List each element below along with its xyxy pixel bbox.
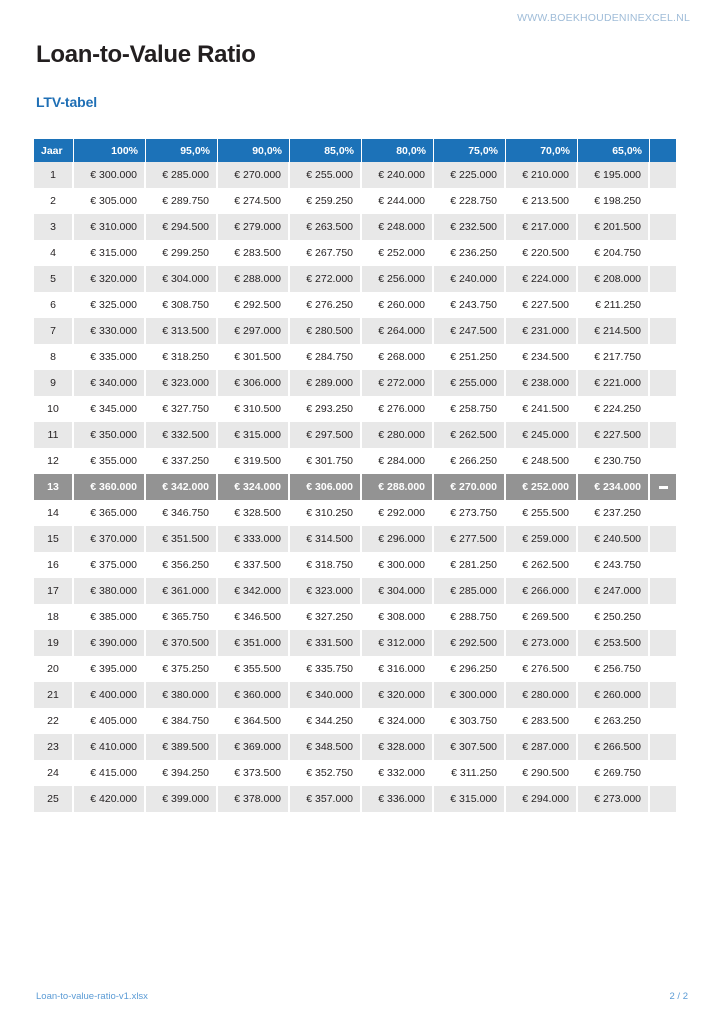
cell-value: € 300.000 [74,162,146,188]
cell-value: € 378.000 [218,786,290,812]
cell-marker [650,734,676,760]
cell-year: 4 [34,240,74,266]
cell-value: € 283.500 [218,240,290,266]
table-row[interactable] [34,526,676,552]
site-url-label: WWW.BOEKHOUDENINEXCEL.NL [517,12,690,24]
cell-value: € 232.500 [434,214,506,240]
cell-value: € 248.000 [362,214,434,240]
table-row[interactable] [34,344,676,370]
cell-value: € 241.500 [506,396,578,422]
cell-value: € 198.250 [578,188,650,214]
cell-value: € 323.000 [146,370,218,396]
cell-value: € 345.000 [74,396,146,422]
cell-year: 16 [34,552,74,578]
cell-value: € 240.000 [362,162,434,188]
cell-value: € 258.750 [434,396,506,422]
cell-value: € 303.750 [434,708,506,734]
cell-value: € 290.500 [506,760,578,786]
table-row[interactable] [34,214,676,240]
cell-value: € 248.500 [506,448,578,474]
cell-value: € 280.000 [506,682,578,708]
cell-value: € 325.000 [74,292,146,318]
cell-value: € 320.000 [74,266,146,292]
cell-value: € 320.000 [362,682,434,708]
cell-value: € 255.000 [290,162,362,188]
cell-value: € 304.000 [362,578,434,604]
cell-value: € 288.000 [218,266,290,292]
cell-year: 7 [34,318,74,344]
cell-value: € 293.250 [290,396,362,422]
cell-value: € 220.500 [506,240,578,266]
column-header-year[interactable]: Jaar [34,139,74,162]
cell-year: 17 [34,578,74,604]
cell-value: € 336.000 [362,786,434,812]
cell-value: € 328.000 [362,734,434,760]
cell-value: € 415.000 [74,760,146,786]
table-row[interactable] [34,604,676,630]
cell-marker [650,760,676,786]
cell-value: € 289.000 [290,370,362,396]
table-row[interactable] [34,734,676,760]
ltv-table [34,139,676,812]
cell-value: € 252.000 [506,474,578,500]
cell-value: € 357.000 [290,786,362,812]
cell-value: € 335.000 [74,344,146,370]
cell-value: € 273.000 [506,630,578,656]
column-header-ltv-1[interactable]: 100% [74,139,146,162]
cell-value: € 268.000 [362,344,434,370]
cell-value: € 280.500 [290,318,362,344]
cell-value: € 364.500 [218,708,290,734]
footer-filename: Loan-to-value-ratio-v1.xlsx [36,991,148,1002]
table-row[interactable] [34,656,676,682]
cell-value: € 274.500 [218,188,290,214]
cell-value: € 260.000 [578,682,650,708]
cell-value: € 324.000 [362,708,434,734]
cell-value: € 342.000 [218,578,290,604]
cell-value: € 230.750 [578,448,650,474]
cell-value: € 348.500 [290,734,362,760]
cell-marker [650,422,676,448]
cell-value: € 269.500 [506,604,578,630]
cell-value: € 327.750 [146,396,218,422]
cell-value: € 292.500 [218,292,290,318]
table-row[interactable] [34,292,676,318]
cell-value: € 385.000 [74,604,146,630]
cell-marker [650,682,676,708]
cell-value: € 201.500 [578,214,650,240]
left-arrow-marker-icon [659,486,668,489]
cell-value: € 211.250 [578,292,650,318]
cell-marker [650,162,676,188]
cell-value: € 330.000 [74,318,146,344]
cell-value: € 365.750 [146,604,218,630]
cell-value: € 270.000 [434,474,506,500]
cell-value: € 327.250 [290,604,362,630]
cell-marker [650,266,676,292]
cell-value: € 308.000 [362,604,434,630]
cell-value: € 380.000 [146,682,218,708]
cell-year: 15 [34,526,74,552]
cell-value: € 360.000 [74,474,146,500]
cell-value: € 351.000 [218,630,290,656]
column-header-ltv-4[interactable]: 85,0% [290,139,362,162]
cell-value: € 369.000 [218,734,290,760]
cell-value: € 346.750 [146,500,218,526]
cell-value: € 375.000 [74,552,146,578]
cell-value: € 281.250 [434,552,506,578]
cell-year: 5 [34,266,74,292]
table-row[interactable] [34,760,676,786]
table-header-row [34,139,676,162]
cell-value: € 305.000 [74,188,146,214]
cell-value: € 373.500 [218,760,290,786]
cell-value: € 287.000 [506,734,578,760]
table-row[interactable] [34,266,676,292]
cell-value: € 238.000 [506,370,578,396]
cell-value: € 237.250 [578,500,650,526]
cell-value: € 234.500 [506,344,578,370]
cell-value: € 276.000 [362,396,434,422]
cell-value: € 342.000 [146,474,218,500]
cell-marker [650,448,676,474]
cell-marker [650,630,676,656]
cell-year: 2 [34,188,74,214]
cell-value: € 288.750 [434,604,506,630]
cell-value: € 276.250 [290,292,362,318]
cell-value: € 355.500 [218,656,290,682]
cell-value: € 289.750 [146,188,218,214]
cell-value: € 420.000 [74,786,146,812]
cell-value: € 247.000 [578,578,650,604]
cell-value: € 350.000 [74,422,146,448]
cell-value: € 380.000 [74,578,146,604]
cell-value: € 400.000 [74,682,146,708]
cell-value: € 247.500 [434,318,506,344]
cell-value: € 355.000 [74,448,146,474]
cell-value: € 297.000 [218,318,290,344]
table-row[interactable] [34,552,676,578]
table-row[interactable] [34,630,676,656]
column-header-ltv-5[interactable]: 80,0% [362,139,434,162]
cell-value: € 279.000 [218,214,290,240]
cell-value: € 272.000 [362,370,434,396]
cell-value: € 352.750 [290,760,362,786]
cell-value: € 310.500 [218,396,290,422]
cell-value: € 311.250 [434,760,506,786]
cell-value: € 243.750 [578,552,650,578]
column-header-ltv-6[interactable]: 75,0% [434,139,506,162]
cell-value: € 307.500 [434,734,506,760]
cell-value: € 243.750 [434,292,506,318]
cell-value: € 269.750 [578,760,650,786]
cell-value: € 316.000 [362,656,434,682]
cell-value: € 285.000 [146,162,218,188]
cell-value: € 344.250 [290,708,362,734]
cell-value: € 312.000 [362,630,434,656]
cell-value: € 356.250 [146,552,218,578]
cell-value: € 266.500 [578,734,650,760]
ltv-table-body [34,162,676,812]
cell-marker [650,396,676,422]
cell-value: € 337.250 [146,448,218,474]
cell-value: € 331.500 [290,630,362,656]
cell-value: € 225.000 [434,162,506,188]
cell-value: € 288.000 [362,474,434,500]
column-header-ltv-8[interactable]: 65,0% [578,139,650,162]
table-row[interactable] [34,370,676,396]
cell-value: € 273.750 [434,500,506,526]
cell-value: € 299.250 [146,240,218,266]
cell-value: € 217.000 [506,214,578,240]
cell-value: € 227.500 [506,292,578,318]
cell-value: € 390.000 [74,630,146,656]
cell-value: € 296.000 [362,526,434,552]
cell-value: € 221.000 [578,370,650,396]
column-header-ltv-3[interactable]: 90,0% [218,139,290,162]
page-title: Loan-to-Value Ratio [36,41,256,68]
cell-value: € 370.000 [74,526,146,552]
cell-value: € 224.250 [578,396,650,422]
cell-value: € 234.000 [578,474,650,500]
table-row[interactable] [34,786,676,812]
cell-value: € 263.500 [290,214,362,240]
cell-year: 20 [34,656,74,682]
table-row[interactable] [34,188,676,214]
cell-value: € 263.250 [578,708,650,734]
cell-value: € 256.750 [578,656,650,682]
cell-year: 19 [34,630,74,656]
cell-marker [650,500,676,526]
cell-year: 22 [34,708,74,734]
cell-value: € 389.500 [146,734,218,760]
cell-value: € 228.750 [434,188,506,214]
cell-value: € 283.500 [506,708,578,734]
section-heading: LTV-tabel [36,94,98,110]
cell-value: € 227.500 [578,422,650,448]
cell-value: € 332.000 [362,760,434,786]
cell-value: € 294.500 [146,214,218,240]
cell-marker [650,656,676,682]
cell-marker [650,552,676,578]
cell-value: € 365.000 [74,500,146,526]
table-row[interactable] [34,682,676,708]
table-row[interactable] [34,396,676,422]
cell-value: € 319.500 [218,448,290,474]
cell-year: 23 [34,734,74,760]
cell-year: 24 [34,760,74,786]
cell-value: € 340.000 [290,682,362,708]
cell-value: € 260.000 [362,292,434,318]
cell-value: € 256.000 [362,266,434,292]
cell-value: € 240.000 [434,266,506,292]
cell-value: € 245.000 [506,422,578,448]
cell-value: € 394.250 [146,760,218,786]
column-header-ltv-2[interactable]: 95,0% [146,139,218,162]
cell-value: € 255.500 [506,500,578,526]
cell-value: € 285.000 [434,578,506,604]
cell-value: € 284.750 [290,344,362,370]
cell-value: € 399.000 [146,786,218,812]
cell-value: € 244.000 [362,188,434,214]
cell-value: € 333.000 [218,526,290,552]
cell-value: € 304.000 [146,266,218,292]
cell-value: € 306.000 [290,474,362,500]
cell-year: 25 [34,786,74,812]
cell-marker [650,526,676,552]
cell-value: € 252.000 [362,240,434,266]
cell-year: 3 [34,214,74,240]
table-row[interactable] [34,578,676,604]
cell-year: 10 [34,396,74,422]
cell-value: € 301.750 [290,448,362,474]
cell-value: € 313.500 [146,318,218,344]
cell-value: € 301.500 [218,344,290,370]
cell-value: € 231.000 [506,318,578,344]
cell-value: € 236.250 [434,240,506,266]
cell-marker [650,240,676,266]
cell-marker [650,370,676,396]
cell-value: € 315.000 [218,422,290,448]
table-row[interactable] [34,708,676,734]
table-row[interactable] [34,162,676,188]
cell-value: € 284.000 [362,448,434,474]
cell-value: € 315.000 [74,240,146,266]
table-row[interactable] [34,448,676,474]
cell-value: € 292.500 [434,630,506,656]
cell-marker [650,344,676,370]
cell-value: € 276.500 [506,656,578,682]
cell-value: € 240.500 [578,526,650,552]
cell-value: € 346.500 [218,604,290,630]
cell-marker [650,318,676,344]
cell-value: € 262.500 [506,552,578,578]
cell-year: 1 [34,162,74,188]
cell-value: € 272.000 [290,266,362,292]
cell-value: € 217.750 [578,344,650,370]
column-header-marker[interactable] [650,139,676,162]
cell-value: € 266.000 [506,578,578,604]
cell-value: € 224.000 [506,266,578,292]
ltv-table-container [34,139,668,812]
table-row[interactable] [34,474,676,500]
cell-value: € 405.000 [74,708,146,734]
cell-value: € 273.000 [578,786,650,812]
cell-value: € 395.000 [74,656,146,682]
cell-value: € 195.000 [578,162,650,188]
cell-value: € 300.000 [434,682,506,708]
cell-value: € 310.250 [290,500,362,526]
column-header-ltv-7[interactable]: 70,0% [506,139,578,162]
cell-year: 21 [34,682,74,708]
cell-marker [650,786,676,812]
cell-year: 8 [34,344,74,370]
cell-value: € 270.000 [218,162,290,188]
cell-value: € 251.250 [434,344,506,370]
cell-value: € 328.500 [218,500,290,526]
cell-value: € 267.750 [290,240,362,266]
cell-value: € 308.750 [146,292,218,318]
cell-value: € 297.500 [290,422,362,448]
cell-value: € 294.000 [506,786,578,812]
cell-value: € 315.000 [434,786,506,812]
cell-value: € 384.750 [146,708,218,734]
cell-marker [650,188,676,214]
cell-value: € 262.500 [434,422,506,448]
cell-value: € 318.750 [290,552,362,578]
cell-value: € 266.250 [434,448,506,474]
table-row[interactable] [34,422,676,448]
cell-value: € 264.000 [362,318,434,344]
cell-value: € 213.500 [506,188,578,214]
cell-value: € 361.000 [146,578,218,604]
cell-year: 14 [34,500,74,526]
cell-value: € 370.500 [146,630,218,656]
cell-value: € 310.000 [74,214,146,240]
cell-value: € 306.000 [218,370,290,396]
table-row[interactable] [34,318,676,344]
cell-value: € 324.000 [218,474,290,500]
cell-marker [650,214,676,240]
cell-value: € 250.250 [578,604,650,630]
cell-marker [650,708,676,734]
table-row[interactable] [34,500,676,526]
footer-pagination: 2 / 2 [669,991,688,1002]
cell-value: € 208.000 [578,266,650,292]
cell-marker [650,578,676,604]
cell-value: € 296.250 [434,656,506,682]
cell-marker [650,292,676,318]
cell-value: € 214.500 [578,318,650,344]
cell-value: € 360.000 [218,682,290,708]
cell-value: € 314.500 [290,526,362,552]
cell-value: € 318.250 [146,344,218,370]
cell-year: 6 [34,292,74,318]
cell-marker [650,474,676,500]
cell-year: 18 [34,604,74,630]
cell-value: € 323.000 [290,578,362,604]
cell-value: € 277.500 [434,526,506,552]
cell-value: € 410.000 [74,734,146,760]
cell-year: 13 [34,474,74,500]
cell-value: € 292.000 [362,500,434,526]
cell-value: € 332.500 [146,422,218,448]
cell-year: 12 [34,448,74,474]
cell-value: € 253.500 [578,630,650,656]
cell-value: € 210.000 [506,162,578,188]
cell-value: € 351.500 [146,526,218,552]
cell-value: € 375.250 [146,656,218,682]
cell-year: 11 [34,422,74,448]
cell-year: 9 [34,370,74,396]
cell-value: € 340.000 [74,370,146,396]
cell-value: € 280.000 [362,422,434,448]
cell-value: € 300.000 [362,552,434,578]
cell-value: € 255.000 [434,370,506,396]
cell-value: € 335.750 [290,656,362,682]
cell-marker [650,604,676,630]
cell-value: € 337.500 [218,552,290,578]
cell-value: € 204.750 [578,240,650,266]
table-row[interactable] [34,240,676,266]
cell-value: € 259.250 [290,188,362,214]
ltv-table-head [34,139,676,162]
cell-value: € 259.000 [506,526,578,552]
